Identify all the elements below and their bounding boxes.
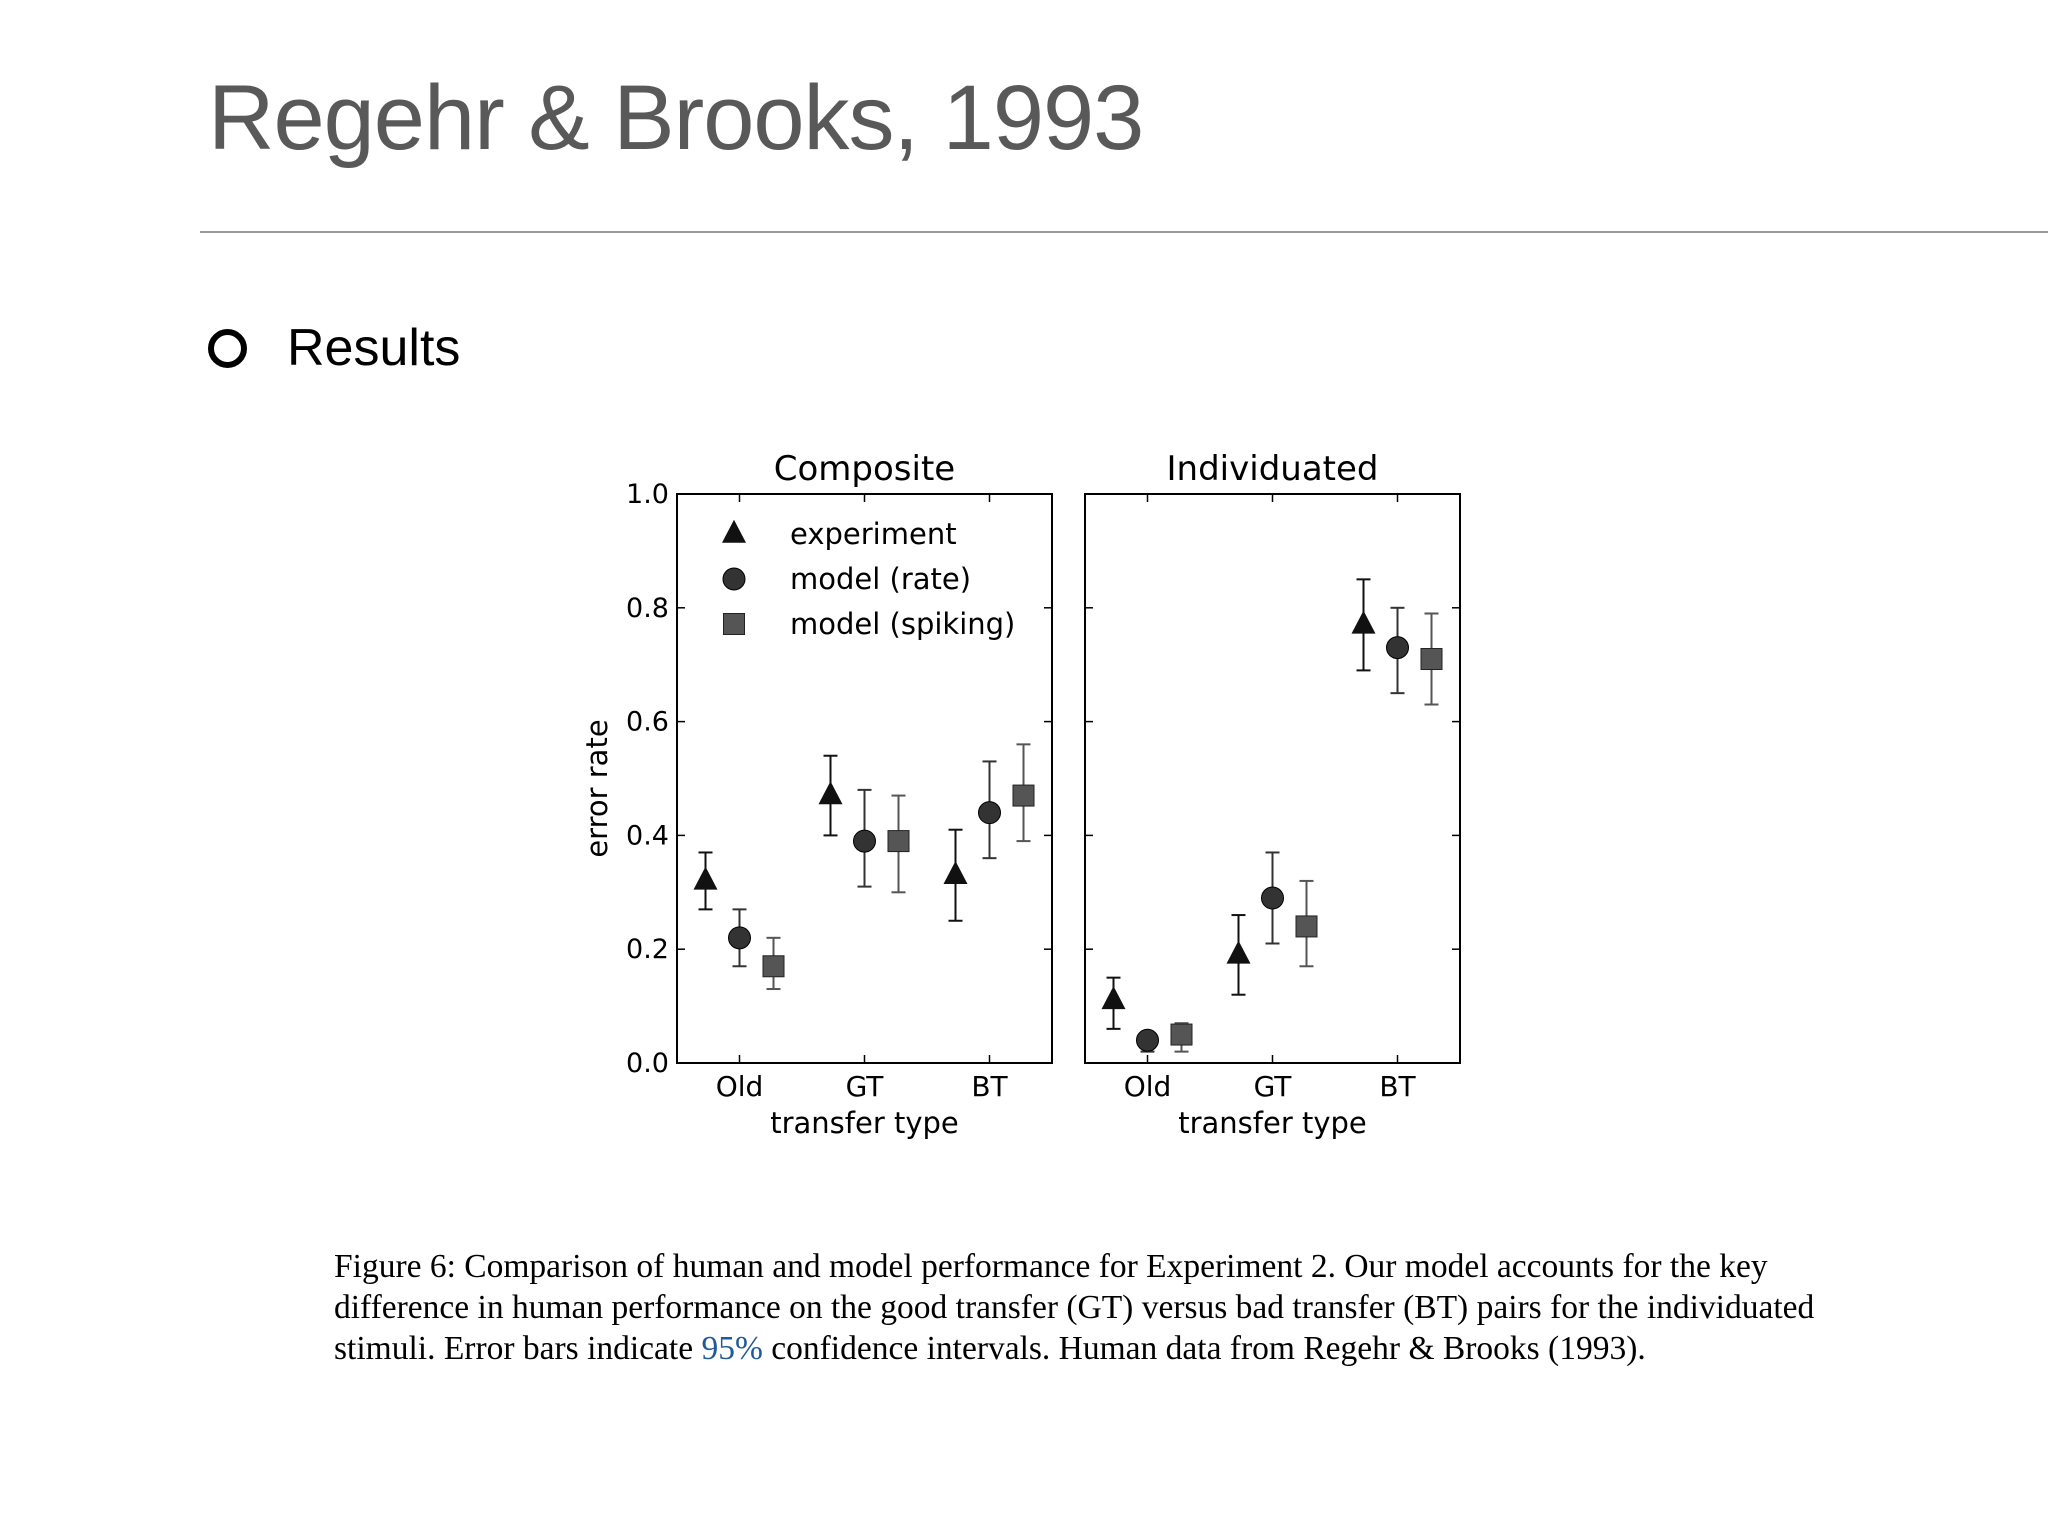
caption-text-end: confidence intervals. Human data from Regehr & Brooks (1993). bbox=[762, 1330, 1646, 1367]
panel-0-point-square bbox=[888, 831, 909, 852]
caption-link-95[interactable]: 95% bbox=[701, 1330, 763, 1367]
panel-1-point-triangle bbox=[1352, 611, 1376, 634]
panel-1-xtick-label: GT bbox=[1253, 1070, 1292, 1103]
panel-0-ytick-label: 0.6 bbox=[626, 706, 669, 738]
panel-1-frame bbox=[1085, 494, 1460, 1063]
panel-0-xtick-label: Old bbox=[715, 1070, 764, 1103]
panel-0-point-triangle bbox=[694, 867, 718, 890]
panel-1-xtick-label: BT bbox=[1379, 1070, 1416, 1103]
figure-caption bbox=[334, 1246, 1834, 1369]
panel-0-title: Composite bbox=[773, 449, 956, 489]
panel-0-ytick-label: 0.8 bbox=[626, 592, 669, 624]
caption-text-start: Figure 6: Comparison of human and model performance for Experiment 2. Our model accounts for the key difference in human performance on the good transfer (GT) versus bad transfer (BT) pairs for the individuated stimuli. Error bars indicate bbox=[334, 1248, 1815, 1367]
panel-1-point-circle bbox=[1387, 637, 1409, 659]
legend-label: model (rate) bbox=[790, 562, 972, 596]
panel-1-point-square bbox=[1171, 1024, 1192, 1045]
panel-0-point-circle bbox=[854, 830, 876, 852]
panel-0-point-circle bbox=[979, 802, 1001, 824]
slide-title: Regehr & Brooks, 1993 bbox=[208, 67, 1144, 169]
legend-label: model (spiking) bbox=[790, 607, 1016, 641]
panel-0-xtick-label: BT bbox=[971, 1070, 1008, 1103]
panel-1-title: Individuated bbox=[1166, 449, 1379, 489]
panel-0-ytick-label: 1.0 bbox=[626, 479, 669, 510]
legend-label: experiment bbox=[790, 517, 957, 551]
panel-0-xtick-label: GT bbox=[845, 1070, 884, 1103]
panel-1-point-square bbox=[1296, 916, 1317, 937]
panel-1-xtick-label: Old bbox=[1123, 1070, 1172, 1103]
legend-marker-square bbox=[724, 614, 745, 635]
panel-0-point-triangle bbox=[819, 781, 843, 804]
panel-0-ylabel: error rate bbox=[580, 719, 614, 858]
panel-0-ytick-label: 0.0 bbox=[626, 1048, 669, 1079]
legend-marker-circle bbox=[723, 568, 745, 590]
panel-1-point-triangle bbox=[1102, 986, 1126, 1009]
panel-1-point-triangle bbox=[1227, 941, 1251, 964]
bullet-label: Results bbox=[287, 319, 461, 377]
panel-1-point-circle bbox=[1137, 1029, 1159, 1051]
panel-0-point-square bbox=[763, 956, 784, 977]
panel-1-point-circle bbox=[1262, 887, 1284, 909]
panel-0-point-circle bbox=[729, 927, 751, 949]
panel-0-xlabel: transfer type bbox=[770, 1106, 959, 1140]
panel-1-xlabel: transfer type bbox=[1178, 1106, 1367, 1140]
panel-0-point-square bbox=[1013, 785, 1034, 806]
panel-0-point-triangle bbox=[944, 861, 968, 884]
panel-0-ytick-label: 0.4 bbox=[626, 820, 669, 852]
panel-0-ytick-label: 0.2 bbox=[626, 934, 669, 966]
legend-marker-triangle bbox=[722, 520, 746, 543]
panel-1-point-square bbox=[1421, 649, 1442, 670]
